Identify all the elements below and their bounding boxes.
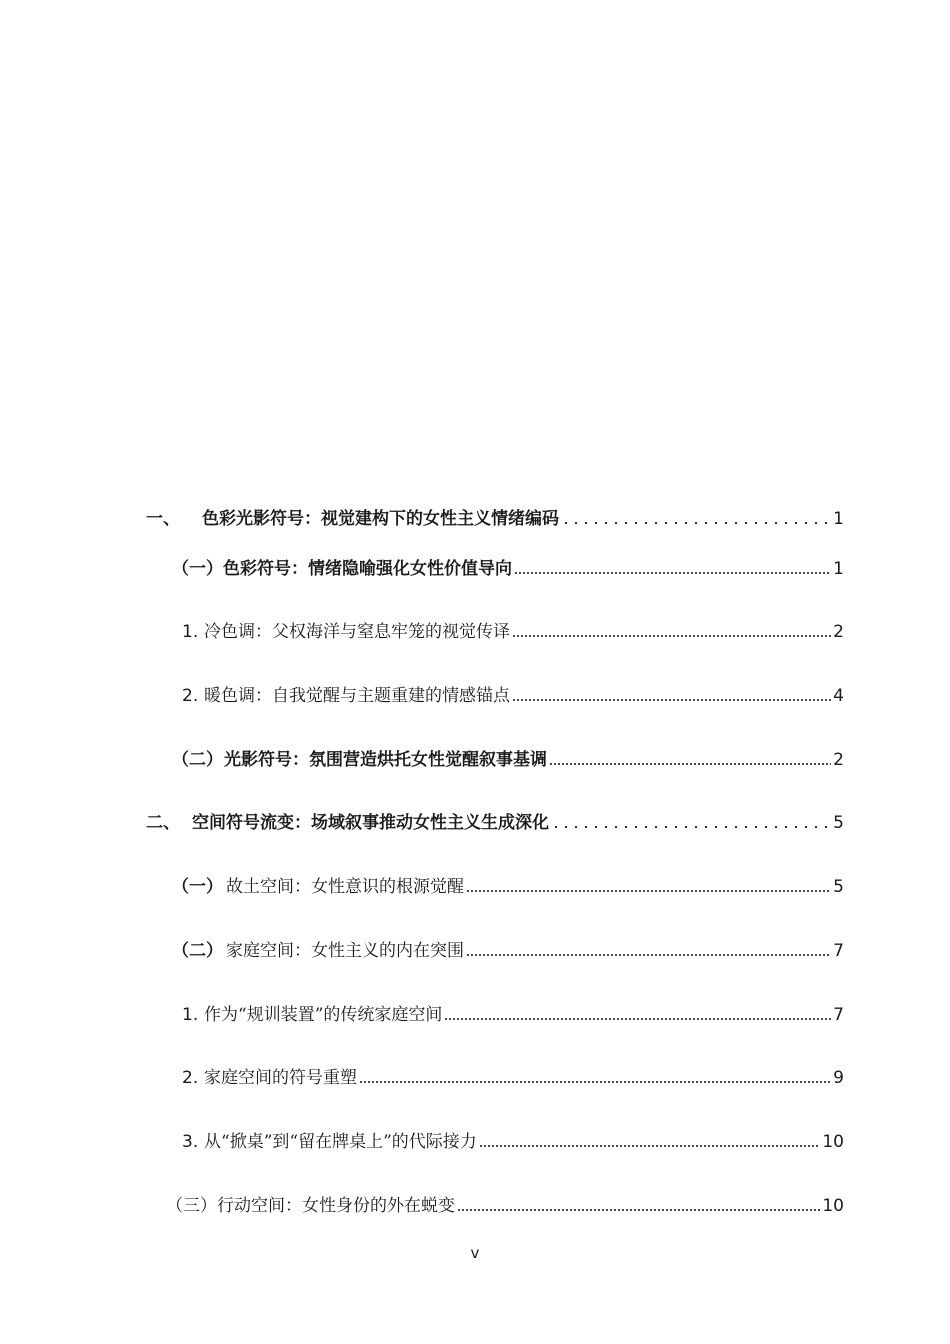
dot-leader xyxy=(457,1208,820,1212)
dot-leader xyxy=(466,889,831,893)
toc-entry-subsection-2-2-3[interactable] xyxy=(182,1123,844,1153)
toc-entry-section-1-2[interactable] xyxy=(172,741,844,771)
toc-entry-title: 色彩光影符号：视觉建构下的女性主义情绪编码 xyxy=(202,509,559,529)
toc-entry-section-2-3[interactable] xyxy=(166,1187,844,1217)
toc-entry-number: （三） xyxy=(166,1196,217,1216)
dot-leader xyxy=(466,953,831,957)
dot-leader xyxy=(444,1017,831,1021)
toc-entry-section-2-1[interactable] xyxy=(172,868,844,898)
toc-entry-page: 9 xyxy=(833,1068,844,1088)
toc-entry-page: 10 xyxy=(822,1196,844,1216)
toc-entry-title: 行动空间：女性身份的外在蜕变 xyxy=(217,1196,455,1216)
toc-entry-title: 空间符号流变：场域叙事推动女性主义生成深化 xyxy=(192,813,549,833)
dot-leader xyxy=(561,521,831,525)
toc-entry-title: 家庭空间：女性主义的内在突围 xyxy=(226,941,464,961)
toc-entry-title: 色彩符号：情绪隐喻强化女性价值导向 xyxy=(223,559,512,579)
toc-entry-number: （二） xyxy=(172,941,223,961)
toc-entry-number: 2. xyxy=(182,1068,199,1088)
toc-entry-number: 一、 xyxy=(146,509,180,529)
toc-entry-page: 5 xyxy=(833,813,844,833)
toc-entry-page: 1 xyxy=(833,509,844,529)
toc-entry-subsection-2-2-2[interactable] xyxy=(182,1059,844,1089)
toc-entry-title: 作为“规训装置”的传统家庭空间 xyxy=(204,1005,443,1025)
dot-leader xyxy=(512,698,831,702)
toc-entry-page: 2 xyxy=(833,750,844,770)
toc-entry-page: 5 xyxy=(833,877,844,897)
toc-entry-number: 1. xyxy=(182,622,199,642)
toc-entry-subsection-1-1-1[interactable] xyxy=(182,613,844,643)
toc-entry-title: 冷色调：父权海洋与窒息牢笼的视觉传译 xyxy=(204,622,510,642)
toc-entry-page: 1 xyxy=(833,559,844,579)
toc-entry-title: 家庭空间的符号重塑 xyxy=(204,1068,357,1088)
toc-entry-number: （一） xyxy=(172,559,223,579)
toc-entry-number: 3. xyxy=(182,1132,199,1152)
toc-entry-section-1-1[interactable] xyxy=(172,550,844,580)
toc-entry-title: 光影符号：氛围营造烘托女性觉醒叙事基调 xyxy=(224,750,547,770)
dot-leader xyxy=(479,1144,821,1148)
dot-leader xyxy=(359,1080,831,1084)
dot-leader xyxy=(512,634,831,638)
toc-entry-number: （一） xyxy=(172,877,223,897)
toc-entry-subsection-1-1-2[interactable] xyxy=(182,677,844,707)
toc-entry-page: 4 xyxy=(833,686,844,706)
toc-entry-number: 2. xyxy=(182,686,199,706)
page-number: v xyxy=(470,1244,480,1262)
toc-entry-title: 暖色调：自我觉醒与主题重建的情感锚点 xyxy=(204,686,510,706)
toc-entry-page: 7 xyxy=(833,1005,844,1025)
toc-entry-subsection-2-2-1[interactable] xyxy=(182,996,844,1026)
toc-entry-page: 7 xyxy=(833,941,844,961)
toc-entry-number: （二） xyxy=(172,750,223,770)
toc-entry-number: 1. xyxy=(182,1005,199,1025)
toc-entry-page: 2 xyxy=(833,622,844,642)
toc-entry-number: 二、 xyxy=(146,813,180,833)
toc-entry-title: 从“掀桌”到“留在牌桌上”的代际接力 xyxy=(204,1132,477,1152)
dot-leader xyxy=(514,571,831,575)
toc-entry-chapter-2[interactable] xyxy=(146,804,844,834)
toc-entry-chapter-1[interactable] xyxy=(146,500,844,530)
toc-entry-page: 10 xyxy=(822,1132,844,1152)
dot-leader xyxy=(551,825,831,829)
toc-entry-title: 故土空间：女性意识的根源觉醒 xyxy=(226,877,464,897)
dot-leader xyxy=(549,762,831,766)
toc-entry-section-2-2[interactable] xyxy=(172,932,844,962)
